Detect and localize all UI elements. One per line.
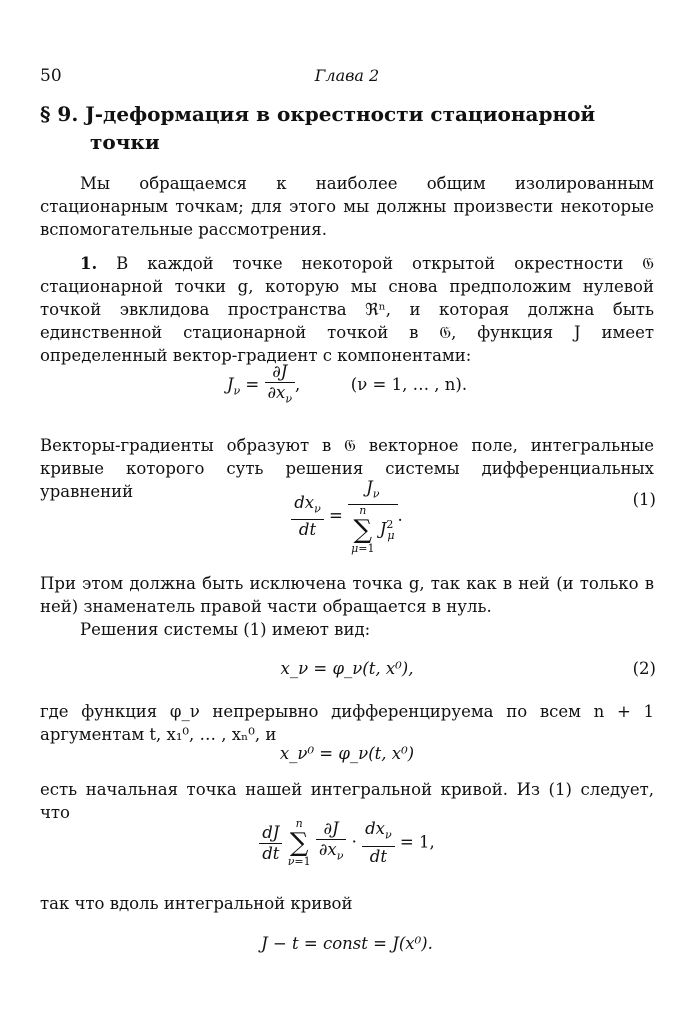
section-title xyxy=(40,100,640,156)
equation-initial: x_ν⁰ = φ_ν(t, x⁰) xyxy=(279,744,415,763)
item-number: 1. xyxy=(80,254,98,273)
paragraph-6: есть начальная точка нашей интегральной кривой. Из (1) следует, что xyxy=(40,780,654,822)
intro-paragraph: Мы обращаемся к наиболее общим изолированным стационарным точкам; для этого мы должны произвести некоторые вспомогательные рассмотрения. xyxy=(40,174,654,239)
equation-2-label: (2) xyxy=(632,659,656,678)
equation-2: x_ν = φ_ν(t, x⁰), xyxy=(280,659,414,678)
paragraph-7: так что вдоль интегральной кривой xyxy=(40,894,353,913)
paragraph-3: При этом должна быть исключена точка g, так как в ней (и только в ней) знаменатель правой части обращается в нуль. xyxy=(40,574,654,616)
running-title: Глава 2 xyxy=(314,66,380,85)
equation-derivative: $\frac{dJ}{dt}$ n ∑ ν=1 $\frac{\partial J}{\partial x_\nu}$ · $\frac{dx_\nu}{dt}$ = 1, xyxy=(40,818,654,868)
gradient-condition: (ν = 1, … , n). xyxy=(350,375,468,395)
equation-1: $\frac{dx_\nu}{dt}$ = $J_\nu$ n ∑ μ=1 $J^2_\mu$ . xyxy=(40,478,654,555)
gradient-formula: $J_\nu$ = $\frac{\partial J}{\partial x_\nu}$ , (ν = 1, … , n). xyxy=(226,362,468,406)
equation-1-label: (1) xyxy=(632,490,656,509)
page-header xyxy=(40,66,654,88)
paragraph-1: 1. В каждой точке некоторой открытой окрестности 𝔊 стационарной точки g, которую мы снова предположим нулевой точкой эвклидова пространства ℜⁿ, и которая должна быть единственной стационарной точкой в 𝔊, функция J имеет определенный вектор-градиент с компонентами: xyxy=(40,254,654,365)
section-title-line1: § 9. J-деформация в окрестности стационарной xyxy=(40,102,596,126)
page-number: 50 xyxy=(40,66,62,86)
equation-const: J − t = const = J(x⁰). xyxy=(261,934,433,953)
paragraph-5: где функция φ_ν непрерывно дифференцируема по всем n + 1 аргументам t, x₁⁰, … , xₙ⁰, и xyxy=(40,702,654,744)
paragraph-4: Решения системы (1) имеют вид: xyxy=(80,620,371,639)
paragraph-2: Векторы-градиенты образуют в 𝔊 векторное поле, интегральные кривые которого суть решения системы дифференциальных уравнений xyxy=(40,436,654,501)
section-title-line2: точки xyxy=(90,130,160,154)
